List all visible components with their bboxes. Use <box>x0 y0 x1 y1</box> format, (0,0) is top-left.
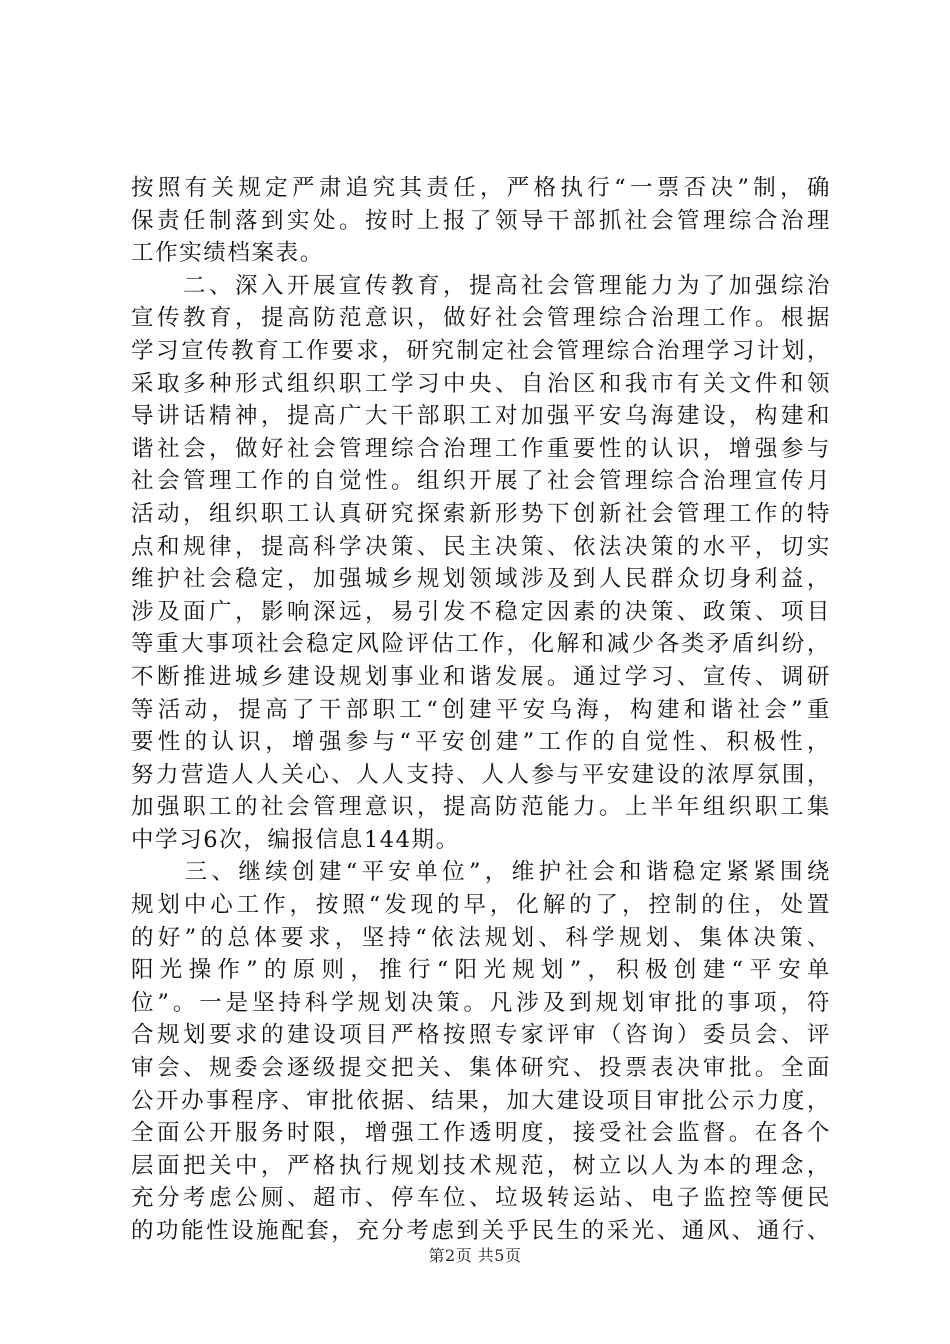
text-line: 社会管理工作的自觉性。组织开展了社会管理综合治理宣传月 <box>131 468 831 495</box>
text-line: 活动，组织职工认真研究探索新形势下创新社会管理工作的特 <box>131 500 831 527</box>
text-line: 按照有关规定严肃追究其责任，严格执行“一票否决”制，确 <box>131 175 831 201</box>
text-line: 合规划要求的建设项目严格按照专家评审（咨询）委员会、评 <box>131 1022 831 1049</box>
text-line: 的功能性设施配套，充分考虑到关乎民生的采光、通风、通行、 <box>131 1218 831 1244</box>
text-line: 层面把关中，严格执行规划技术规范，树立以人为本的理念， <box>131 1152 831 1179</box>
text-line: 学习宣传教育工作要求，研究制定社会管理综合治理学习计划， <box>131 337 831 364</box>
document-body <box>131 172 831 1248</box>
text-line: 位”。一是坚持科学规划决策。凡涉及到规划审批的事项，符 <box>131 989 831 1016</box>
text-line: 要性的认识，增强参与“平安创建”工作的自觉性、积极性， <box>131 729 831 756</box>
text-line: 不断推进城乡建设规划事业和谐发展。通过学习、宣传、调研 <box>131 663 831 690</box>
text-line: 导讲话精神，提高广大干部职工对加强平安乌海建设，构建和 <box>131 403 831 430</box>
text-line: 公开办事程序、审批依据、结果，加大建设项目审批公示力度， <box>131 1087 831 1114</box>
text-line: 二、深入开展宣传教育，提高社会管理能力为了加强综治 <box>131 272 831 299</box>
text-line: 规划中心工作，按照“发现的早，化解的了，控制的住，处置 <box>131 892 831 919</box>
text-line: 宣传教育，提高防范意识，做好社会管理综合治理工作。根据 <box>131 305 831 332</box>
text-line: 等活动，提高了干部职工“创建平安乌海，构建和谐社会”重 <box>131 696 831 723</box>
page-footer: 第2页 共5页 <box>428 1246 522 1265</box>
text-line: 的好”的总体要求，坚持“依法规划、科学规划、集体决策、 <box>131 924 831 951</box>
text-line: 充分考虑公厕、超市、停车位、垃圾转运站、电子监控等便民 <box>131 1185 831 1212</box>
text-line: 努力营造人人关心、人人支持、人人参与平安建设的浓厚氛围， <box>131 761 831 788</box>
text-line: 等重大事项社会稳定风险评估工作，化解和减少各类矛盾纠纷， <box>131 631 831 658</box>
text-line: 保责任制落到实处。按时上报了领导干部抓社会管理综合治理 <box>131 207 831 234</box>
text-line: 三、继续创建“平安单位”，维护社会和谐稳定紧紧围绕 <box>131 859 831 886</box>
text-line: 审会、规委会逐级提交把关、集体研究、投票表决审批。全面 <box>131 1055 831 1082</box>
text-line: 阳光操作”的原则，推行“阳光规划”，积极创建“平安单 <box>131 957 831 984</box>
text-line: 加强职工的社会管理意识，提高防范能力。上半年组织职工集 <box>131 794 831 821</box>
text-line: 中学习6次，编报信息144期。 <box>131 826 460 853</box>
text-line: 谐社会，做好社会管理综合治理工作重要性的认识，增强参与 <box>131 435 831 462</box>
text-line: 采取多种形式组织职工学习中央、自治区和我市有关文件和领 <box>131 370 831 397</box>
text-line: 工作实绩档案表。 <box>131 240 324 267</box>
text-line: 涉及面广，影响深远，易引发不稳定因素的决策、政策、项目 <box>131 598 831 625</box>
text-line: 全面公开服务时限，增强工作透明度，接受社会监督。在各个 <box>131 1120 831 1147</box>
text-line: 维护社会稳定，加强城乡规划领域涉及到人民群众切身利益， <box>131 566 831 593</box>
text-line: 点和规律，提高科学决策、民主决策、依法决策的水平，切实 <box>131 533 831 560</box>
